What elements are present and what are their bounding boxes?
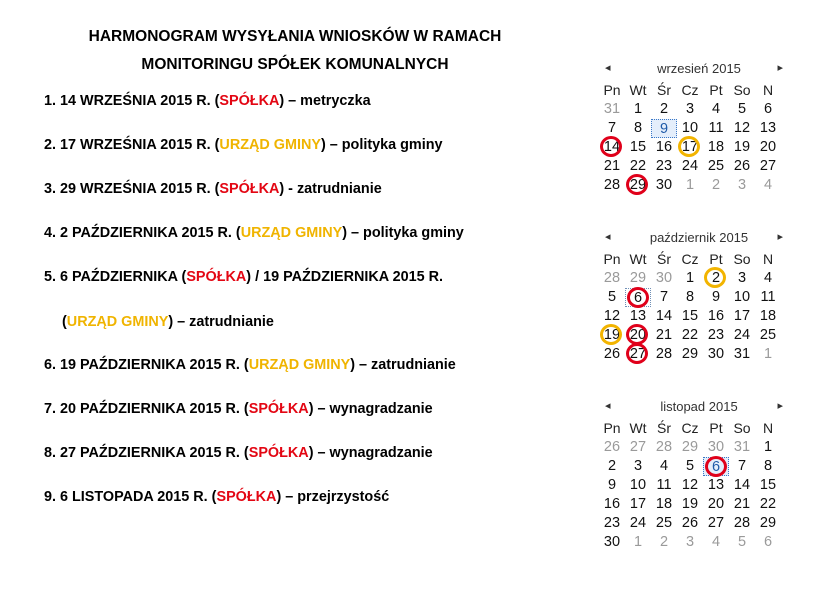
calendar-september [599,61,799,195]
tag-urzad-gminy: URZĄD GMINY [248,357,351,373]
item-text: ) – wynagradzanie [308,445,433,461]
tag-spolka: SPÓŁKA [219,181,280,197]
item-text: 1. 14 WRZEŚNIA 2015 R. ( [44,93,220,109]
calendar-day[interactable]: 5 [607,289,617,305]
orange-circle-marker [678,136,700,157]
month-title: październik 2015 [649,230,749,245]
calendar-day[interactable]: 2 [711,177,721,193]
calendar-day[interactable]: 1 [763,346,773,362]
calendar-day[interactable]: 3 [685,101,695,117]
calendar-day[interactable]: 10 [681,120,699,136]
orange-circle-marker [600,324,622,345]
calendar-day[interactable]: 25 [707,158,725,174]
calendar-day[interactable]: 14 [655,308,673,324]
day-name: Pn [603,420,621,436]
item-text: ) – zatrudnianie [168,314,274,330]
calendar-day[interactable]: 30 [655,270,673,286]
day-name: Pt [709,82,723,98]
item-text: 3. 29 WRZEŚNIA 2015 R. ( [44,181,220,197]
calendar-day[interactable]: 6 [703,457,729,476]
item-text: ) – wynagradzanie [308,401,433,417]
calendar-day[interactable]: 4 [763,270,773,286]
schedule-item-2 [44,137,443,153]
calendar-day[interactable]: 31 [733,439,751,455]
calendar-day[interactable]: 12 [603,308,621,324]
schedule-item-1 [44,93,371,109]
calendar-day[interactable]: 22 [629,158,647,174]
calendar-day[interactable]: 17 [733,308,751,324]
calendar-week-row [599,438,799,457]
calendar-day[interactable]: 19 [681,496,699,512]
calendar-week-row [599,176,799,195]
calendar-day[interactable]: 21 [655,327,673,343]
day-name: So [733,420,751,436]
calendar-day[interactable]: 5 [737,534,747,550]
red-circle-marker [626,324,648,345]
day-name: N [762,82,774,98]
calendar-day[interactable]: 3 [633,458,643,474]
calendar-day[interactable]: 9 [651,119,677,138]
item-text: 4. 2 PAŹDZIERNIKA 2015 R. ( [44,225,241,241]
calendar-day[interactable]: 18 [707,139,725,155]
calendar-day[interactable]: 13 [629,308,647,324]
day-name: Pt [709,251,723,267]
calendar-grid [599,269,799,364]
item-text: ) – przejrzystość [276,489,390,505]
calendar-week-row [599,476,799,495]
schedule-item-6 [44,357,456,373]
day-name: Wt [629,82,647,98]
calendar-day[interactable]: 22 [759,496,777,512]
calendar-week-row [599,533,799,552]
calendar-day[interactable]: 9 [607,477,617,493]
calendar-header [599,399,799,419]
day-name: Pn [603,82,621,98]
tag-urzad-gminy: URZĄD GMINY [219,137,321,153]
item-text: ) - zatrudnianie [279,181,382,197]
calendar-day[interactable]: 11 [656,477,672,493]
calendar-week-row [599,119,799,138]
item-text: ) – polityka gminy [320,137,443,153]
calendar-day[interactable]: 6 [625,288,651,307]
prev-month-arrow-icon[interactable]: ◂ [605,62,611,74]
calendar-october [599,230,799,364]
red-circle-marker [600,136,622,157]
calendar-day[interactable]: 21 [603,158,621,174]
calendar-header [599,61,799,81]
prev-month-arrow-icon[interactable]: ◂ [605,400,611,412]
calendar-week-row [599,307,799,326]
schedule-item-8 [44,445,433,461]
calendar-day[interactable]: 25 [655,515,673,531]
tag-urzad-gminy: URZĄD GMINY [66,314,169,330]
calendar-header [599,230,799,250]
calendar-day[interactable]: 12 [733,120,751,136]
calendar-day[interactable]: 7 [607,120,617,136]
calendar-day[interactable]: 18 [655,496,673,512]
calendar-day[interactable]: 16 [707,308,725,324]
calendar-day[interactable]: 4 [711,101,721,117]
calendar-day[interactable]: 19 [599,326,625,345]
calendar-day[interactable]: 16 [655,139,673,155]
calendar-day[interactable]: 17 [629,496,647,512]
calendar-day[interactable]: 28 [655,439,673,455]
calendar-day[interactable]: 8 [633,120,643,136]
calendar-week-row [599,495,799,514]
calendar-day[interactable]: 1 [685,177,695,193]
calendar-day[interactable]: 8 [685,289,695,305]
item-text: ) – zatrudnianie [350,357,456,373]
calendar-day[interactable]: 28 [655,346,673,362]
calendar-day[interactable]: 28 [603,177,621,193]
calendar-week-row [599,288,799,307]
calendar-day[interactable]: 23 [707,327,725,343]
calendar-day[interactable]: 12 [681,477,699,493]
month-title: listopad 2015 [660,399,738,414]
next-month-arrow-icon[interactable]: ▸ [777,62,783,74]
item-text: 7. 20 PAŹDZIERNIKA 2015 R. ( [44,401,249,417]
tag-urzad-gminy: URZĄD GMINY [240,225,343,241]
calendar-day[interactable]: 11 [760,289,776,305]
calendar-day[interactable]: 4 [763,177,773,193]
calendar-day[interactable]: 30 [603,534,621,550]
calendar-day[interactable]: 29 [681,439,699,455]
calendar-day[interactable]: 26 [733,158,751,174]
calendar-day[interactable]: 1 [633,534,643,550]
calendar-grid [599,438,799,552]
calendar-day[interactable]: 25 [759,327,777,343]
calendar-day[interactable]: 5 [737,101,747,117]
item-text: ( [62,314,67,330]
calendar-day[interactable]: 29 [629,270,647,286]
day-name: Śr [657,420,671,436]
calendar-day[interactable]: 17 [677,138,703,157]
calendar-week-row [599,157,799,176]
calendar-day[interactable]: 22 [681,327,699,343]
calendar-day[interactable]: 26 [603,439,621,455]
calendar-day[interactable]: 1 [633,101,643,117]
calendar-day[interactable]: 29 [625,176,651,195]
calendar-day[interactable]: 2 [703,269,729,288]
calendar-day[interactable]: 15 [629,139,647,155]
calendar-day[interactable]: 24 [733,327,751,343]
day-name: So [733,82,751,98]
calendar-day[interactable]: 8 [763,458,773,474]
calendar-day[interactable]: 30 [707,346,725,362]
schedule-item-4 [44,225,464,241]
calendar-day[interactable]: 14 [733,477,751,493]
month-title: wrzesień 2015 [657,61,741,76]
calendar-day[interactable]: 23 [603,515,621,531]
red-circle-marker [627,287,649,308]
calendar-day[interactable]: 28 [733,515,751,531]
title-line-1: HARMONOGRAM WYSYŁANIA WNIOSKÓW W RAMACH [88,28,502,45]
day-name: Wt [629,251,647,267]
calendar-day[interactable]: 27 [759,158,777,174]
day-name: Cz [681,251,699,267]
calendar-day[interactable]: 20 [625,326,651,345]
calendar-day[interactable]: 16 [603,496,621,512]
item-text: ) – polityka gminy [342,225,464,241]
calendar-day[interactable]: 27 [625,345,651,364]
day-name: So [733,251,751,267]
day-names-row [599,419,799,438]
calendar-day[interactable]: 18 [759,308,777,324]
day-name: Cz [681,82,699,98]
prev-month-arrow-icon[interactable]: ◂ [605,231,611,243]
calendar-day[interactable]: 27 [629,439,647,455]
calendar-day[interactable]: 31 [603,101,621,117]
day-names-row [599,81,799,100]
calendar-day[interactable]: 26 [681,515,699,531]
calendar-day[interactable]: 7 [659,289,669,305]
calendar-day[interactable]: 2 [607,458,617,474]
calendar-day[interactable]: 31 [733,346,751,362]
item-text: 2. 17 WRZEŚNIA 2015 R. ( [44,137,220,153]
calendar-day[interactable]: 4 [659,458,669,474]
title-line-2: MONITORINGU SPÓŁEK KOMUNALNYCH [141,56,449,73]
calendar-day[interactable]: 1 [685,270,695,286]
day-name: Pn [603,251,621,267]
calendar-week-row [599,457,799,476]
calendar-day[interactable]: 14 [599,138,625,157]
calendar-day[interactable]: 15 [759,477,777,493]
calendar-day[interactable]: 28 [603,270,621,286]
day-name: Śr [657,82,671,98]
calendar-day[interactable]: 6 [763,534,773,550]
calendar-day[interactable]: 20 [759,139,777,155]
schedule-item-3 [44,181,382,197]
calendar-day[interactable]: 26 [603,346,621,362]
tag-spolka: SPÓŁKA [219,93,280,109]
day-name: Śr [657,251,671,267]
schedule-item-5-continuation [62,314,274,330]
schedule-item-5 [44,269,443,285]
calendar-day[interactable]: 2 [659,101,669,117]
calendar-day[interactable]: 24 [629,515,647,531]
item-text: 9. 6 LISTOPADA 2015 R. ( [44,489,217,505]
calendar-day[interactable]: 3 [685,534,695,550]
calendar-week-row [599,514,799,533]
calendar-week-row [599,345,799,364]
calendar-day[interactable]: 19 [733,139,751,155]
calendar-day[interactable]: 4 [711,534,721,550]
calendar-day[interactable]: 27 [707,515,725,531]
item-text: 5. 6 PAŹDZIERNIKA ( [44,269,187,285]
item-text: ) – metryczka [279,93,371,109]
next-month-arrow-icon[interactable]: ▸ [777,400,783,412]
calendar-day[interactable]: 15 [681,308,699,324]
calendar-week-row [599,100,799,119]
calendar-november [599,399,799,552]
calendar-day[interactable]: 6 [763,101,773,117]
calendar-day[interactable]: 3 [737,177,747,193]
day-name: Wt [629,420,647,436]
tag-spolka: SPÓŁKA [186,269,247,285]
day-name: Cz [681,420,699,436]
next-month-arrow-icon[interactable]: ▸ [777,231,783,243]
tag-spolka: SPÓŁKA [248,445,309,461]
calendar-day[interactable]: 7 [737,458,747,474]
red-circle-marker [705,456,727,477]
calendar-day[interactable]: 24 [681,158,699,174]
calendar-day[interactable]: 3 [737,270,747,286]
calendar-day[interactable]: 30 [655,177,673,193]
calendar-week-row [599,138,799,157]
tag-spolka: SPÓŁKA [248,401,309,417]
calendar-grid [599,100,799,195]
calendar-day[interactable]: 5 [685,458,695,474]
calendar-day[interactable]: 21 [733,496,751,512]
red-circle-marker [626,174,648,195]
day-name: Pt [709,420,723,436]
calendar-week-row [599,269,799,288]
day-name: N [762,420,774,436]
calendar-day[interactable]: 9 [711,289,721,305]
calendar-day[interactable]: 13 [759,120,777,136]
calendar-day[interactable]: 29 [759,515,777,531]
item-text: 8. 27 PAŹDZIERNIKA 2015 R. ( [44,445,249,461]
tag-spolka: SPÓŁKA [216,489,277,505]
calendar-day[interactable]: 2 [659,534,669,550]
calendar-day[interactable]: 13 [707,477,725,493]
calendar-day[interactable]: 11 [708,120,724,136]
calendar-day[interactable]: 10 [629,477,647,493]
calendar-day[interactable]: 20 [707,496,725,512]
item-text: ) / 19 PAŹDZIERNIKA 2015 R. [246,269,444,285]
schedule-item-7 [44,401,433,417]
calendar-week-row [599,326,799,345]
calendar-day[interactable]: 1 [763,439,773,455]
schedule-item-9 [44,489,389,505]
calendar-day[interactable]: 29 [681,346,699,362]
item-text: 6. 19 PAŹDZIERNIKA 2015 R. ( [44,357,249,373]
day-name: N [762,251,774,267]
red-circle-marker [626,343,648,364]
calendar-day[interactable]: 10 [733,289,751,305]
orange-circle-marker [704,267,726,288]
day-names-row [599,250,799,269]
calendar-day[interactable]: 23 [655,158,673,174]
calendar-day[interactable]: 30 [707,439,725,455]
